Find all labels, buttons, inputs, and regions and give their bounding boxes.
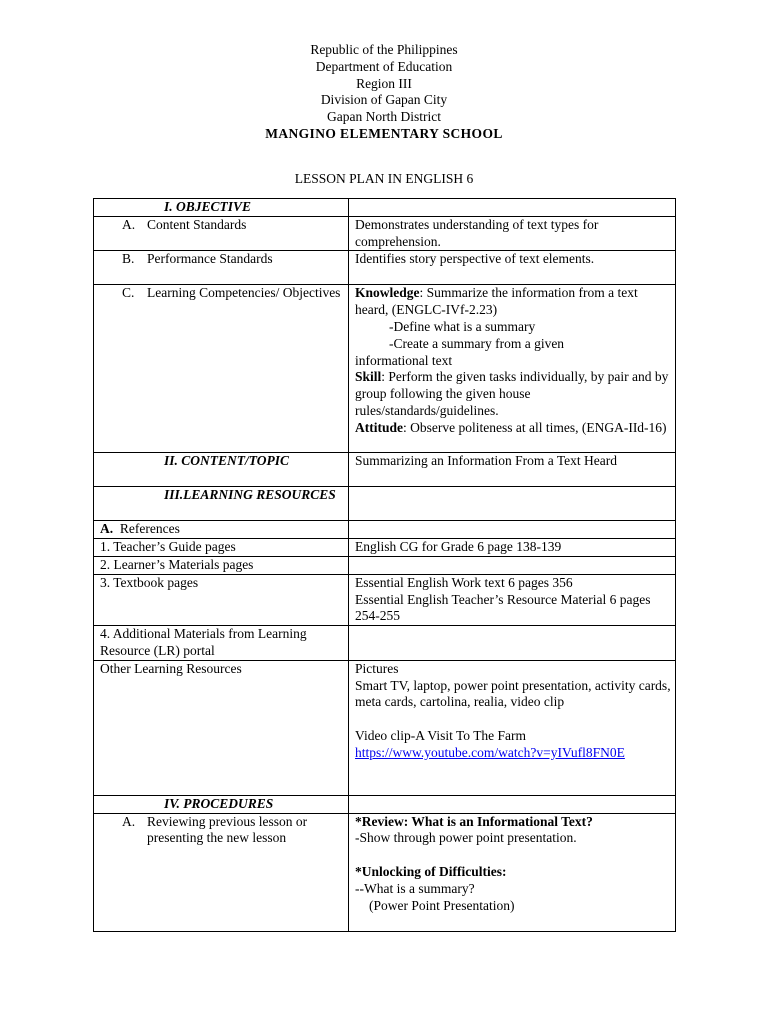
unlocking-note: (Power Point Presentation) — [369, 897, 515, 913]
skill-block — [355, 369, 671, 419]
teachers-guide-row — [94, 539, 676, 557]
references-label-cell — [94, 521, 349, 539]
textbook-label: 3. Textbook pages — [94, 574, 349, 625]
other-resources-row — [94, 660, 676, 795]
video-clip-title: Video clip-A Visit To The Farm — [355, 728, 527, 744]
textbook-value-2: Essential English Teacher’s Resource Material 6 pages 254-255 — [355, 591, 651, 624]
video-clip-link[interactable]: https://www.youtube.com/watch?v=yIVufl8FN0E — [355, 744, 625, 760]
learning-resources-heading: III.LEARNING RESOURCES — [94, 487, 349, 521]
knowledge-sub-create-cont: informational text — [355, 352, 453, 368]
knowledge-text: : Summarize the information from a text heard, (ENGLC-IVf-2.23) — [355, 285, 638, 318]
skill-label: Skill — [355, 369, 382, 385]
performance-standards-value: Identifies story perspective of text elements. — [349, 251, 676, 285]
other-resources-value-cell — [349, 660, 676, 795]
objective-heading-row — [94, 199, 676, 217]
learning-resources-row — [94, 487, 676, 521]
competencies-label-cell — [94, 285, 349, 453]
additional-materials-row — [94, 626, 676, 661]
review-text: -Show through power point presentation. — [355, 830, 577, 846]
review-heading: *Review: What is an Informational Text? — [355, 813, 593, 829]
knowledge-block — [355, 285, 671, 319]
header-line-republic: Republic of the Philippines — [310, 42, 458, 57]
references-blank — [349, 521, 676, 539]
header-line-region: Region III — [356, 75, 412, 91]
procedures-heading: IV. PROCEDURES — [94, 795, 349, 813]
additional-materials-label: 4. Additional Materials from Learning Resource (LR) portal — [94, 626, 349, 661]
knowledge-label: Knowledge — [355, 285, 420, 301]
header-line-department: Department of Education — [315, 58, 453, 74]
header-line-district: Gapan North District — [327, 109, 441, 125]
learners-materials-label: 2. Learner’s Materials pages — [94, 556, 349, 574]
content-standards-value: Demonstrates understanding of text types for comprehension. — [349, 216, 676, 251]
competencies-row — [94, 285, 676, 453]
content-standards-row — [94, 216, 676, 251]
unlocking-heading: *Unlocking of Difficulties: — [355, 864, 507, 880]
learners-materials-row — [94, 556, 676, 574]
attitude-label: Attitude — [355, 419, 403, 435]
objective-heading: I. OBJECTIVE — [94, 199, 349, 217]
textbook-row — [94, 574, 676, 625]
procedures-heading-blank — [349, 795, 676, 813]
objective-heading-blank — [349, 199, 676, 217]
performance-standards-label-cell — [94, 251, 349, 285]
other-resources-label: Other Learning Resources — [94, 660, 349, 795]
other-resources-spacer — [355, 711, 671, 728]
competencies-value-cell — [349, 285, 676, 453]
learning-resources-blank — [349, 487, 676, 521]
lesson-plan-table — [93, 198, 676, 932]
review-label-cell — [94, 813, 349, 931]
other-resources-equipment: Smart TV, laptop, power point presentation, activity cards, meta cards, cartolina, realia, video clip — [355, 677, 671, 710]
review-row — [94, 813, 676, 931]
textbook-value-cell — [349, 574, 676, 625]
content-standards-label: Content Standards — [147, 216, 247, 232]
procedures-heading-row — [94, 795, 676, 813]
performance-standards-row — [94, 251, 676, 285]
unlocking-text: --What is a summary? — [355, 880, 475, 896]
performance-standards-label: Performance Standards — [147, 251, 273, 267]
textbook-value-1: Essential English Work text 6 pages 356 — [355, 574, 573, 590]
competencies-label: Learning Competencies/ Objectives — [147, 285, 341, 301]
teachers-guide-label: 1. Teacher’s Guide pages — [94, 539, 349, 557]
references-marker: A. — [100, 521, 114, 537]
references-label: References — [119, 521, 180, 537]
review-label: Reviewing previous lesson or presenting the new lesson — [147, 813, 308, 846]
content-topic-row — [94, 453, 676, 487]
content-topic-heading: II. CONTENT/TOPIC — [94, 453, 349, 487]
header-line-division: Division of Gapan City — [320, 92, 448, 108]
review-spacer — [355, 847, 671, 864]
school-name: MANGINO ELEMENTARY SCHOOL — [265, 125, 503, 141]
review-marker: A. — [122, 813, 136, 829]
knowledge-sub-create: -Create a summary from a given — [389, 335, 565, 351]
attitude-block — [355, 420, 671, 437]
knowledge-sub-define: -Define what is a summary — [389, 318, 536, 334]
learners-materials-value — [349, 556, 676, 574]
lesson-plan-title: LESSON PLAN IN ENGLISH 6 — [294, 171, 474, 186]
attitude-text: : Observe politeness at all times, (ENGA-IId-16) — [403, 419, 667, 435]
document-header — [0, 42, 768, 143]
additional-materials-value — [349, 626, 676, 661]
competencies-marker: C. — [122, 285, 135, 301]
content-standards-label-cell — [94, 216, 349, 251]
content-topic-value: Summarizing an Information From a Text Heard — [349, 453, 676, 487]
review-value-cell — [349, 813, 676, 931]
content-standards-marker: A. — [122, 216, 136, 232]
teachers-guide-value: English CG for Grade 6 page 138-139 — [349, 539, 676, 557]
references-row — [94, 521, 676, 539]
other-resources-pictures: Pictures — [355, 660, 399, 676]
skill-text: : Perform the given tasks individually, by pair and by group following the given house rules/standards/guidelines. — [355, 369, 669, 418]
performance-standards-marker: B. — [122, 251, 135, 267]
